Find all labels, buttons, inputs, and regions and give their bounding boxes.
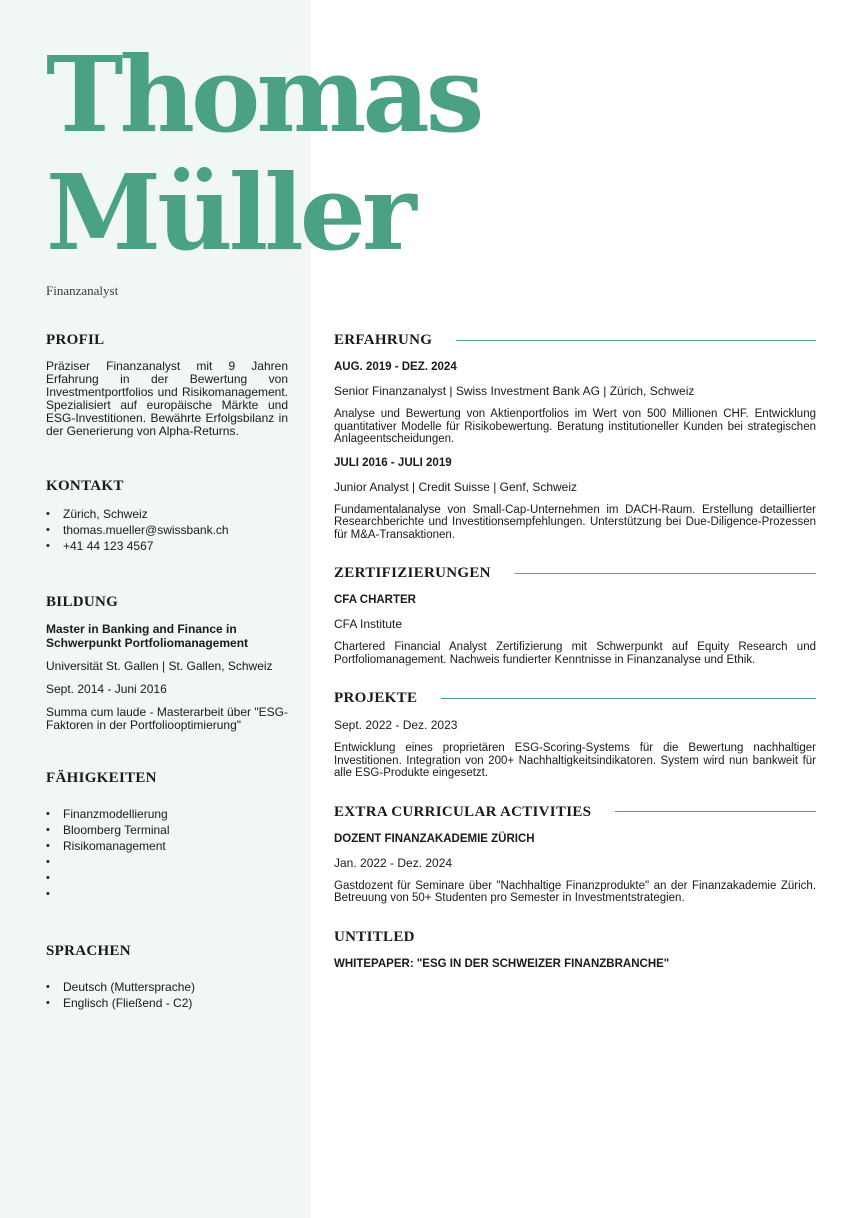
job-position: Senior Finanzanalyst | Swiss Investment Bank AG | Zürich, Schweiz — [334, 384, 695, 398]
projects-header — [334, 688, 816, 708]
activity-description: Gastdozent für Seminare über "Nachhaltige Finanzprodukte" an der Finanzakademie Zürich. Betreuung von 50+ Studenten pro Semester in Investmentstrategien. — [334, 879, 816, 904]
untitled-header — [334, 927, 816, 947]
experience-title: ERFAHRUNG — [334, 332, 433, 348]
section-divider — [515, 573, 816, 574]
certifications-header — [334, 563, 816, 583]
section-divider — [441, 698, 816, 699]
skills-section — [46, 768, 288, 902]
skill-item — [46, 870, 288, 886]
language-item: • Englisch (Fließend - C2) — [46, 995, 288, 1011]
contact-list — [46, 506, 288, 554]
certification-name: CFA CHARTER — [334, 594, 416, 606]
skill-item — [46, 854, 288, 870]
contact-email[interactable]: • thomas.mueller@swissbank.ch — [46, 522, 288, 538]
projects-title: PROJEKTE — [334, 690, 418, 706]
education-dates: Sept. 2014 - Juni 2016 — [46, 682, 167, 696]
section-divider — [615, 811, 816, 812]
skills-list — [46, 806, 288, 902]
skills-title: FÄHIGKEITEN — [46, 770, 157, 786]
languages-title: SPRACHEN — [46, 943, 131, 959]
activity-name: DOZENT FINANZAKADEMIE ZÜRICH — [334, 832, 535, 845]
untitled-title: UNTITLED — [334, 928, 415, 945]
untitled-item: WHITEPAPER: "ESG IN DER SCHWEIZER FINANZBRANCHE" — [334, 957, 670, 970]
certification-issuer: CFA Institute — [334, 617, 403, 631]
job-position: Junior Analyst | Credit Suisse | Genf, Schweiz — [334, 479, 578, 494]
extracurricular-header — [334, 802, 816, 822]
profile-title: PROFIL — [46, 332, 105, 348]
contact-location: • Zürich, Schweiz — [46, 506, 288, 522]
last-name: Müller — [46, 151, 413, 274]
certification-description: Chartered Financial Analyst Zertifizierung mit Schwerpunkt auf Equity Research und Portfoliomanagement. Nachweis fundierter Kenntnisse in Finanzanalyse und Ethik. — [334, 641, 816, 666]
job-dates: JULI 2016 - JULI 2019 — [334, 456, 452, 469]
activity-dates: Jan. 2022 - Dez. 2024 — [334, 855, 453, 870]
left-column — [46, 330, 288, 1011]
languages-section — [46, 941, 288, 1011]
contact-phone[interactable]: • +41 44 123 4567 — [46, 538, 288, 554]
contact-title: KONTAKT — [46, 478, 124, 494]
skill-item — [46, 886, 288, 902]
skill-item: • Risikomanagement — [46, 838, 288, 854]
section-divider — [456, 340, 816, 341]
certifications-section — [334, 563, 816, 666]
project-dates: Sept. 2022 - Dez. 2023 — [334, 718, 458, 732]
job-entry — [334, 360, 816, 446]
person-name — [46, 33, 481, 274]
job-entry — [334, 456, 816, 542]
untitled-section — [334, 927, 816, 971]
job-dates: AUG. 2019 - DEZ. 2024 — [334, 361, 457, 373]
extracurricular-section — [334, 802, 816, 905]
experience-section — [334, 330, 816, 541]
language-item: • Deutsch (Muttersprache) — [46, 979, 288, 995]
job-description: Fundamentalanalyse von Small-Cap-Unternehmen im DACH-Raum. Erstellung detaillierter Researchberichte und Investitionsempfehlungen. Unterstützung bei Due-Diligence-Prozessen für M&A-Transaktionen. — [334, 503, 816, 541]
skill-item: • Bloomberg Terminal — [46, 822, 288, 838]
job-title: Finanzanalyst — [46, 283, 119, 298]
first-name: Thomas — [46, 33, 481, 156]
languages-list — [46, 979, 288, 1011]
profile-section — [46, 330, 288, 438]
skill-item: • Finanzmodellierung — [46, 806, 288, 822]
project-description: Entwicklung eines proprietären ESG-Scoring-Systems für die Bewertung nachhaltiger Investitionen. Integration von 200+ Nachhaltigkeitsindikatoren. System wird nun bankweit für alle ESG-Produkte eingesetzt. — [334, 742, 816, 779]
job-description: Analyse und Bewertung von Aktienportfolios im Wert von 500 Millionen CHF. Entwicklung quantitativer Modelle für Risikobewertung. Beratung institutioneller Kunden bei strategischen Anlageentscheidungen. — [334, 408, 816, 445]
projects-section — [334, 688, 816, 780]
extracurricular-title: EXTRA CURRICULAR ACTIVITIES — [334, 803, 592, 820]
right-column — [334, 330, 816, 981]
education-degree: Master in Banking and Finance in Schwerpunkt Portfoliomanagement — [46, 622, 249, 650]
contact-section — [46, 476, 288, 554]
education-institution: Universität St. Gallen | St. Gallen, Schweiz — [46, 659, 273, 673]
education-section — [46, 592, 288, 732]
certifications-title: ZERTIFIZIERUNGEN — [334, 565, 491, 581]
experience-header — [334, 330, 816, 350]
profile-text: Präziser Finanzanalyst mit 9 Jahren Erfahrung in der Bewertung von Investmentportfolios und Risikomanagement. Spezialisiert auf europäische Märkte und ESG-Investitionen. Bewährte Erfolgsbilanz in der Generierung von Alpha-Returns. — [46, 359, 288, 438]
education-note: Summa cum laude - Masterarbeit über "ESG-Faktoren in der Portfoliooptimierung" — [46, 705, 288, 732]
education-title: BILDUNG — [46, 594, 119, 610]
